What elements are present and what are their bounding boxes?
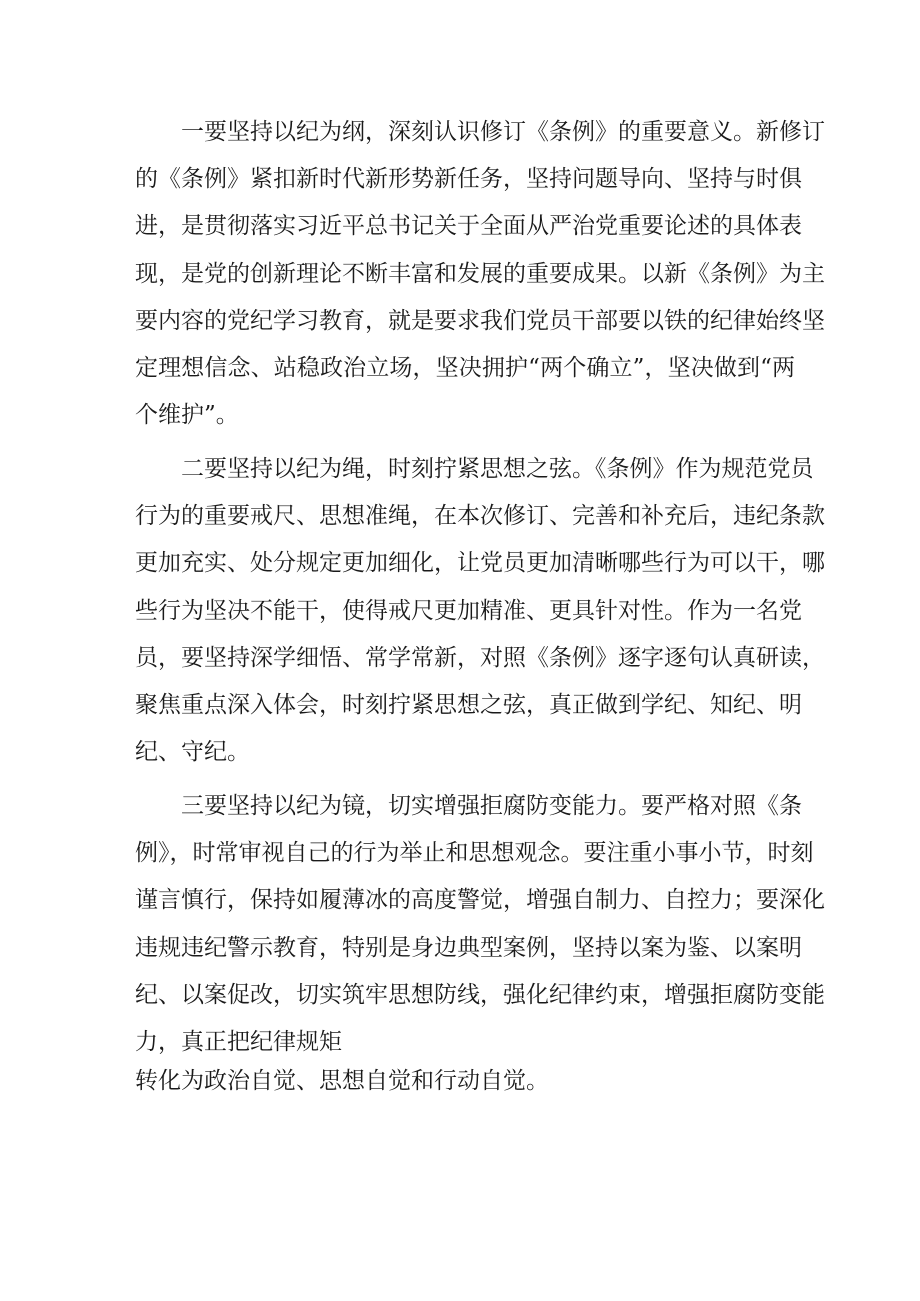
- text-line: 些行为坚决不能干，使得戒尺更加精准、更具针对性。作为一名党: [135, 598, 802, 624]
- text-line: 进，是贯彻落实习近平总书记关于全面从严治党重要论述的具体表: [135, 213, 802, 239]
- text-line: 现，是党的创新理论不断丰富和发展的重要成果。以新《条例》为主: [135, 261, 825, 287]
- text-line: 的《条例》紧扣新时代新形势新任务，坚持问题导向、坚持与时俱: [135, 166, 802, 192]
- text-line: 谨言慎行，保持如履薄冰的高度警觉，增强自制力、自控力；要深化: [135, 887, 825, 913]
- text-line: 例》，时常审视自己的行为举止和思想观念。要注重小事小节，时刻: [135, 840, 814, 866]
- text-line: 行为的重要戒尺、思想准绳，在本次修订、完善和补充后，违纪条款: [135, 503, 825, 529]
- text-line: 纪、以案促改，切实筑牢思想防线，强化纪律约束，增强拒腐防变能: [135, 982, 825, 1008]
- text-line: 个维护”。: [135, 402, 239, 428]
- text-line: 纪、守纪。: [135, 739, 250, 765]
- text-line: 转化为政治自觉、思想自觉和行动自觉。: [135, 1068, 549, 1094]
- text-line: 二要坚持以纪为绳，时刻拧紧思想之弦。《条例》作为规范党员: [181, 456, 814, 482]
- text-line: 力，真正把纪律规矩: [135, 1029, 342, 1055]
- text-line: 更加充实、处分规定更加细化，让党员更加清晰哪些行为可以干，哪: [135, 550, 825, 576]
- text-line: 定理想信念、站稳政治立场，坚决拥护“两个确立”，坚决做到“两: [135, 355, 795, 381]
- text-line: 违规违纪警示教育，特别是身边典型案例，坚持以案为鉴、以案明: [135, 935, 802, 961]
- text-line: 要内容的党纪学习教育，就是要求我们党员干部要以铁的纪律始终坚: [135, 308, 825, 334]
- text-line: 三要坚持以纪为镜，切实增强拒腐防变能力。要严格对照《条: [181, 793, 802, 819]
- text-line: 聚焦重点深入体会，时刻拧紧思想之弦，真正做到学纪、知纪、明: [135, 692, 802, 718]
- text-line: 员，要坚持深学细悟、常学常新，对照《条例》逐字逐句认真研读，: [135, 645, 825, 671]
- text-line: 一要坚持以纪为纲，深刻认识修订《条例》的重要意义。新修订: [181, 119, 825, 145]
